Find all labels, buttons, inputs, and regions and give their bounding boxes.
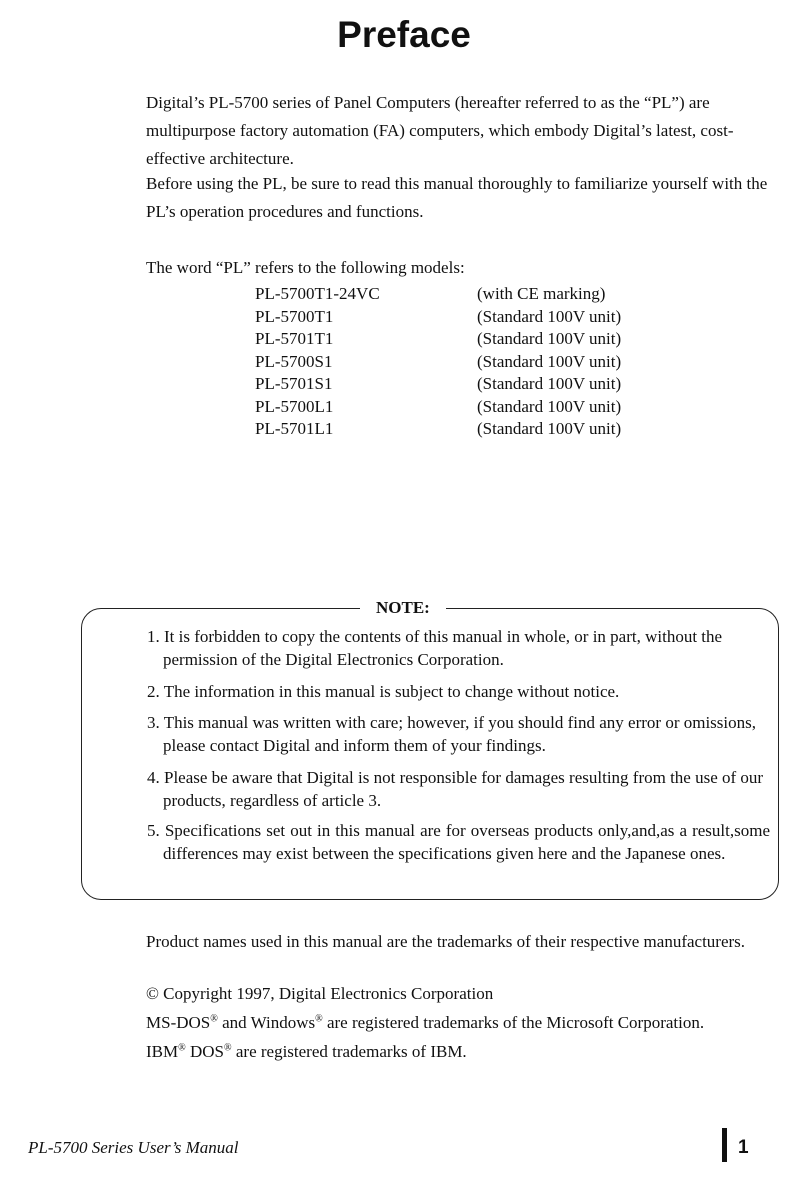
model-name: PL-5700S1	[255, 351, 333, 371]
model-row	[255, 328, 621, 351]
ms-dos-text: MS-DOS	[146, 1013, 211, 1032]
note-item: 1. It is forbidden to copy the contents of this manual in whole, or in part, without the permission of the Digital Electronics Corporation.	[147, 627, 723, 669]
model-list	[255, 283, 621, 441]
model-note: (Standard 100V unit)	[477, 419, 622, 438]
page-marker-bar	[722, 1128, 727, 1162]
copyright-line: © Copyright 1997, Digital Electronics Corporation	[146, 984, 494, 1003]
dos-text: DOS	[189, 1042, 224, 1061]
model-note: (Standard 100V unit)	[477, 351, 622, 371]
model-note: (Standard 100V unit)	[477, 306, 622, 326]
model-name: PL-5701L1	[255, 419, 334, 438]
model-row	[255, 396, 621, 419]
note-item: 3. This manual was written with care; however, if you should find any error or omissions, please contact Digital and inform them of your findings.	[147, 713, 756, 755]
model-note: (Standard 100V unit)	[477, 374, 622, 393]
registered-mark: ®	[315, 1013, 323, 1025]
note-item: 2. The information in this manual is subject to change without notice.	[147, 682, 620, 701]
model-row	[255, 351, 621, 374]
registered-mark: ®	[178, 1042, 186, 1054]
model-row	[255, 373, 621, 396]
footer-manual-name: PL-5700 Series User’s Manual	[28, 1138, 239, 1157]
note-item: 5. Specifications set out in this manual are for overseas products only,and,as a result,some differences may exist between the specifications given here and the Japanese ones.	[147, 821, 770, 863]
registered-mark: ®	[224, 1042, 232, 1054]
note-label: NOTE:	[360, 597, 446, 619]
model-row	[255, 306, 621, 329]
model-name: PL-5700T1	[255, 306, 334, 326]
registered-mark: ®	[210, 1013, 218, 1025]
microsoft-rest-text: are registered trademarks of the Microsoft Corporation.	[326, 1013, 705, 1032]
read-manual-paragraph: Before using the PL, be sure to read this manual thoroughly to familiarize yourself with the PL’s operation procedures and functions.	[146, 174, 768, 221]
note-box	[81, 598, 779, 900]
microsoft-trademark-line	[146, 1009, 771, 1037]
model-name: PL-5701T1	[255, 329, 334, 348]
page-title: Preface	[337, 14, 471, 55]
and-text: and	[222, 1013, 247, 1032]
windows-text: Windows	[250, 1013, 316, 1032]
trademark-notice: Product names used in this manual are the trademarks of their respective manufacturers.	[146, 932, 746, 951]
ibm-rest-text: are registered trademarks of IBM.	[235, 1042, 467, 1061]
intro-paragraph: Digital’s PL-5700 series of Panel Computers (hereafter referred to as the “PL”) are multipurpose factory automation (FA) computers, which embody Digital’s latest, cost-effective architecture.	[146, 93, 734, 168]
model-name: PL-5701S1	[255, 374, 333, 393]
model-name: PL-5700L1	[255, 396, 334, 416]
models-intro: The word “PL” refers to the following models:	[146, 258, 465, 277]
note-item: 4. Please be aware that Digital is not responsible for damages resulting from the use of our products, regardless of article 3.	[147, 768, 764, 810]
model-row	[255, 418, 621, 441]
ibm-trademark-line	[146, 1038, 771, 1066]
ibm-text: IBM	[146, 1042, 179, 1061]
model-row	[255, 283, 621, 306]
page-number: 1	[738, 1137, 749, 1158]
model-note: (with CE marking)	[477, 284, 606, 303]
model-note: (Standard 100V unit)	[477, 329, 622, 348]
model-note: (Standard 100V unit)	[477, 396, 622, 416]
model-name: PL-5700T1-24VC	[255, 284, 380, 303]
